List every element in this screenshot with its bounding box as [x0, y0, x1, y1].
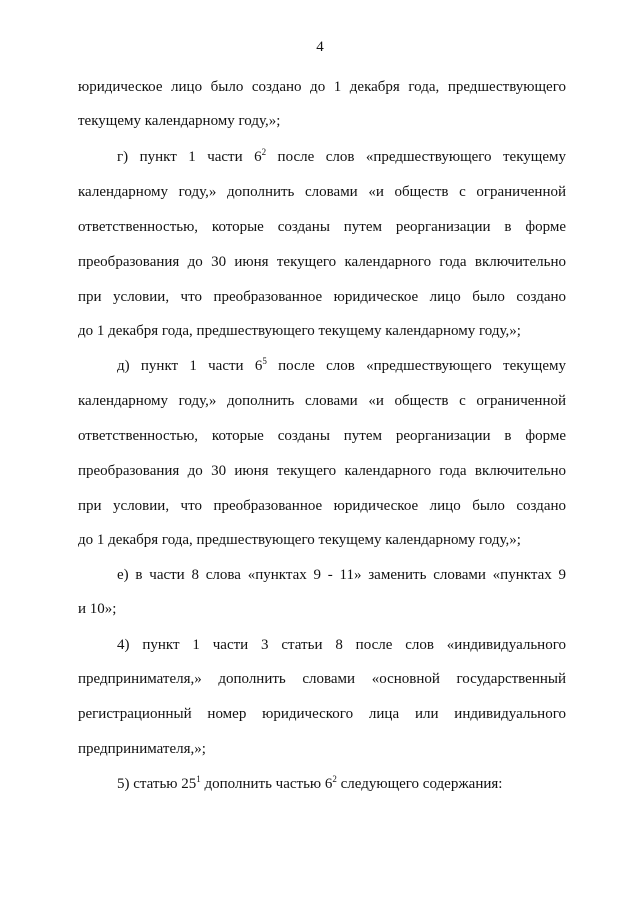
text-line: при условии, что преобразованное юридическое лицо было создано — [78, 289, 566, 305]
text-line: календарному году,» дополнить словами «и обществ с ограниченной — [78, 393, 566, 409]
text-line: преобразования до 30 июня текущего календарного года включительно — [78, 463, 566, 479]
text-line: и 10»; — [78, 601, 117, 617]
superscript: 5 — [262, 356, 267, 366]
text-segment: после слов «предшествующего текущему — [278, 358, 566, 374]
text-line: е) в части 8 слова «пунктах 9 - 11» заменить словами «пунктах 9 — [117, 567, 566, 583]
text-line: календарному году,» дополнить словами «и обществ с ограниченной — [78, 184, 566, 200]
page-number: 4 — [316, 39, 324, 55]
text-line: преобразования до 30 июня текущего календарного года включительно — [78, 254, 566, 270]
text-line — [117, 147, 566, 167]
text-segment: после слов «предшествующего текущему — [277, 149, 566, 165]
text-line: ответственностью, которые созданы путем реорганизации в форме — [78, 428, 566, 444]
text-segment: следующего содержания: — [340, 776, 503, 792]
text-line: при условии, что преобразованное юридическое лицо было создано — [78, 498, 566, 514]
text-line: 4) пункт 1 части 3 статьи 8 после слов «индивидуального — [117, 637, 566, 653]
superscript: 2 — [332, 774, 337, 784]
text-line: до 1 декабря года, предшествующего текущему календарному году,»; — [78, 532, 521, 548]
text-line: юридическое лицо было создано до 1 декабря года, предшествующего — [78, 79, 566, 95]
text-line: текущему календарному году,»; — [78, 113, 281, 129]
text-line — [117, 356, 566, 376]
text-segment: д) пункт 1 части 6 — [117, 358, 263, 374]
text-segment: г) пункт 1 части 6 — [117, 149, 262, 165]
text-line — [117, 774, 566, 794]
text-line: до 1 декабря года, предшествующего текущему календарному году,»; — [78, 323, 521, 339]
text-line: регистрационный номер юридического лица или индивидуального — [78, 706, 566, 722]
superscript: 1 — [196, 774, 201, 784]
text-line: ответственностью, которые созданы путем реорганизации в форме — [78, 219, 566, 235]
text-segment: 5) статью 25 — [117, 776, 197, 792]
superscript: 2 — [261, 147, 267, 157]
text-line: предпринимателя,» дополнить словами «основной государственный — [78, 671, 566, 687]
text-segment: дополнить частью 6 — [204, 776, 333, 792]
text-line: предпринимателя,»; — [78, 741, 206, 757]
